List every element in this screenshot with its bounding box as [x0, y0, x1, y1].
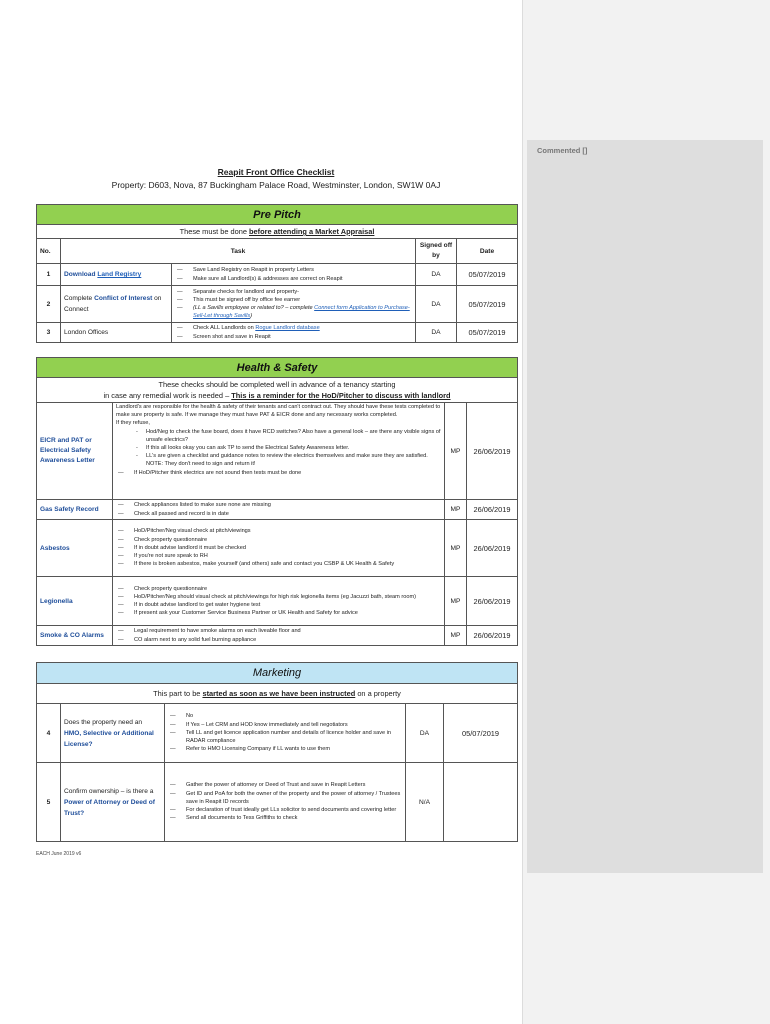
date-value: 05/07/2019 — [457, 264, 518, 286]
pre-pitch-intro: These must be done before attending a Market Appraisal — [37, 225, 518, 239]
document-title: Reapit Front Office Checklist — [217, 167, 335, 177]
comment-pane — [522, 0, 770, 1024]
asbestos-label: Asbestos — [37, 520, 113, 577]
document-footer: EACH June 2019 v6 — [36, 851, 82, 857]
table-row: 5 Confirm ownership – is there a Power of Attorney or Deed of Trust? — Gather the power of attorney or Deed of Trust and save in Reapit Letters — Get ID and PoA for both the owner of the property and the power of attorney / Trustees save in Reapit ID records — For declaration of trust ideally get LLs solicitor to send documents and covering letter — Send all documents to Tess Griffiths to check N/A — [37, 763, 518, 842]
col-task-header: Task — [61, 239, 416, 264]
health-safety-heading: Health & Safety — [37, 358, 518, 378]
rogue-landlord-link[interactable]: Rogue Landlord database — [255, 325, 320, 332]
table-row: EICR and PAT or Electrical Safety Awareness Letter Landlord's are responsible for the health & safety of their tenants and can't contract out. They should have these tests completed to make sure property is safe. If we manage they must have PAT & EICR done and any necessary works completed. If they refuse, - Hod/Neg to check the fuse board, does it have RCD switches? Also have a general look – are there any visible signs of unsafe electrics? - If this all looks okay you can ask TP to send the Electrical Safety Awareness letter. - LL's are given a checklist and guidance notes to review the electrics themselves and make sure they are satisfied. NOTE: They don't need to sign and return it! — If HoD/Pitcher think electrics are not sound then tests must be done MP 26/06/2019 — [37, 403, 518, 500]
land-registry-label: Download Land Registry — [61, 264, 172, 286]
marketing-heading: Marketing — [37, 663, 518, 684]
comment-label: Commented [] — [537, 146, 588, 155]
col-signed-header: Signed off by — [416, 239, 457, 264]
eicr-label: EICR and PAT or Electrical Safety Awareness Letter — [37, 403, 113, 500]
health-safety-table — [36, 357, 518, 646]
connect-form-link[interactable]: Connect form Application to Purchase-Sell-Let through Savills — [193, 305, 410, 320]
gas-safety-label: Gas Safety Record — [37, 500, 113, 520]
land-registry-link[interactable]: Land Registry — [97, 271, 142, 278]
table-row: 3 London Offices — Check ALL Landlords on Rogue Landlord database — Screen shot and save in Reapit DA 05/07/2019 — [37, 323, 518, 343]
marketing-table — [36, 662, 518, 842]
col-no-header: No. — [37, 239, 61, 264]
table-row: Asbestos — HoD/Pitcher/Neg visual check at pitch/viewings — Check property questionnaire — If in doubt advise landlord it must be checked — If you're not sure speak to RH — If there is broken asbestos, make yourself (and others) safe and contact you CSBP & UK Health & Safety MP 26/06/2019 — [37, 520, 518, 577]
col-date-header: Date — [457, 239, 518, 264]
table-row: Smoke & CO Alarms — Legal requirement to have smoke alarms on each liveable floor and — CO alarm next to any solid fuel burning appliance MP 26/06/2019 — [37, 626, 518, 646]
health-safety-intro: These checks should be completed well in advance of a tenancy starting in case any remedial work is needed – This is a reminder for the HoD/Pitcher to discuss with landlord — [37, 378, 518, 403]
table-row: Legionella — Check property questionnaire — HoD/Pitcher/Neg should visual check at pitch/viewings for high risk legionella items (eg Jacuzzi bath, steam room) — If in doubt advise landlord to get water hygiene test — If present ask your Customer Service Business Partner or UK Health and Safety for advice MP 26/06/2019 — [37, 577, 518, 626]
table-row: 4 Does the property need an HMO, Selective or Additional License? — No — If Yes – Let CRM and HOD know immediately and tell negotiators — Tell LL and get licence application number and details of licence holder and save in RADAR compliance — Refer to HMO Licensing Company if LL wants to use them DA 05/07/2019 — [37, 704, 518, 763]
pre-pitch-heading: Pre Pitch — [37, 205, 518, 225]
comment-balloon[interactable] — [527, 140, 763, 873]
signed-value: DA — [416, 264, 457, 286]
property-address: Property: D603, Nova, 87 Buckingham Palace Road, Westminster, London, SW1W 0AJ — [111, 180, 441, 190]
table-row: 1 Download Land Registry — Save Land Registry on Reapit in property Letters — Make sure all Landlord(s) & addresses are correct on Reapit DA 05/07/2019 — [37, 264, 518, 286]
table-row: 2 Complete Conflict of Interest on Connect — Separate checks for landlord and property- — This must be signed off by office fee earner — (LL a Savills employee or related to? – complete Connect form Application to Purchase-Sell-Let through Savills) DA 05/07/2019 — [37, 286, 518, 323]
smoke-co-label: Smoke & CO Alarms — [37, 626, 113, 646]
pre-pitch-table — [36, 204, 518, 343]
legionella-label: Legionella — [37, 577, 113, 626]
table-row: Gas Safety Record — Check appliances listed to make sure none are missing — Check all passed and record is in date MP 26/06/2019 — [37, 500, 518, 520]
marketing-intro: This part to be started as soon as we have been instructed on a property — [37, 684, 518, 704]
